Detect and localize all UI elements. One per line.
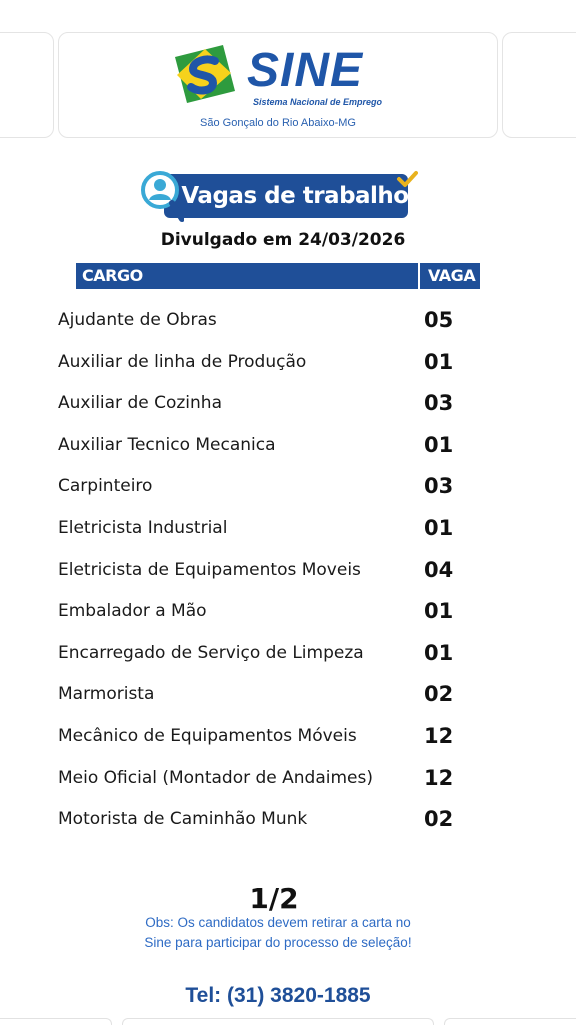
- job-list: [0, 300, 576, 841]
- table-row: [0, 342, 576, 384]
- table-row: [0, 466, 576, 508]
- page-indicator: 1/2: [249, 882, 299, 915]
- table-row: [0, 799, 576, 841]
- job-title: Marmorista: [58, 684, 155, 705]
- table-row: [0, 716, 576, 758]
- column-divider: [418, 263, 420, 289]
- job-title: Motorista de Caminhão Munk: [58, 809, 308, 830]
- bottom-cards-edge: [0, 1018, 576, 1024]
- job-openings: 01: [424, 432, 454, 457]
- table-row: [0, 550, 576, 592]
- job-title: Auxiliar de linha de Produção: [58, 351, 307, 372]
- job-title: Eletricista Industrial: [58, 517, 228, 538]
- job-title: Mecânico de Equipamentos Móveis: [58, 725, 357, 746]
- job-title: Auxiliar Tecnico Mecanica: [58, 434, 276, 455]
- table-row: [0, 300, 576, 342]
- banner-title: Vagas de trabalho: [181, 183, 409, 209]
- next-card[interactable]: [502, 32, 576, 138]
- sine-subtitle: Sistema Nacional de Emprego: [253, 97, 383, 107]
- table-row: [0, 425, 576, 467]
- job-openings: 04: [424, 557, 454, 582]
- phone-number: Tel: (31) 3820-1885: [185, 984, 371, 1007]
- person-search-icon: [140, 170, 184, 222]
- table-row: [0, 591, 576, 633]
- table-row: [0, 633, 576, 675]
- previous-card[interactable]: [0, 32, 54, 138]
- job-title: Meio Oficial (Montador de Andaimes): [58, 767, 373, 788]
- job-openings: 01: [424, 640, 454, 665]
- job-title: Encarregado de Serviço de Limpeza: [58, 642, 364, 663]
- job-openings: 01: [424, 349, 454, 374]
- table-row: [0, 758, 576, 800]
- job-openings: 12: [424, 765, 454, 790]
- job-openings: 01: [424, 515, 454, 540]
- column-header-cargo: CARGO: [82, 266, 143, 285]
- location-text: São Gonçalo do Rio Abaixo-MG: [200, 117, 356, 129]
- candidate-note-line: Obs: Os candidatos devem retirar a carta no: [145, 915, 411, 930]
- sine-logo-card: [58, 32, 498, 138]
- job-openings: 02: [424, 807, 454, 832]
- job-openings: 12: [424, 723, 454, 748]
- published-date: Divulgado em 24/03/2026: [160, 230, 406, 250]
- sine-wordmark: SINE: [247, 44, 364, 97]
- candidate-note-line: Sine para participar do processo de seleção!: [144, 935, 412, 950]
- job-openings: 02: [424, 682, 454, 707]
- job-openings: 03: [424, 474, 454, 499]
- vagas-banner: [140, 170, 420, 226]
- table-header: [76, 263, 480, 289]
- checkmark-icon: [396, 170, 418, 188]
- candidate-note: [0, 913, 556, 953]
- job-title: Auxiliar de Cozinha: [58, 393, 222, 414]
- table-row: [0, 383, 576, 425]
- job-openings: 03: [424, 391, 454, 416]
- job-openings: 01: [424, 599, 454, 624]
- job-title: Ajudante de Obras: [58, 310, 217, 330]
- table-row: [0, 508, 576, 550]
- column-header-vaga: VAGA: [428, 266, 476, 285]
- job-openings: 05: [424, 308, 454, 332]
- sine-flag-logo-icon: [171, 43, 239, 107]
- table-row: [0, 674, 576, 716]
- job-title: Embalador a Mão: [58, 601, 207, 622]
- job-title: Carpinteiro: [58, 476, 153, 497]
- job-title: Eletricista de Equipamentos Moveis: [58, 559, 361, 580]
